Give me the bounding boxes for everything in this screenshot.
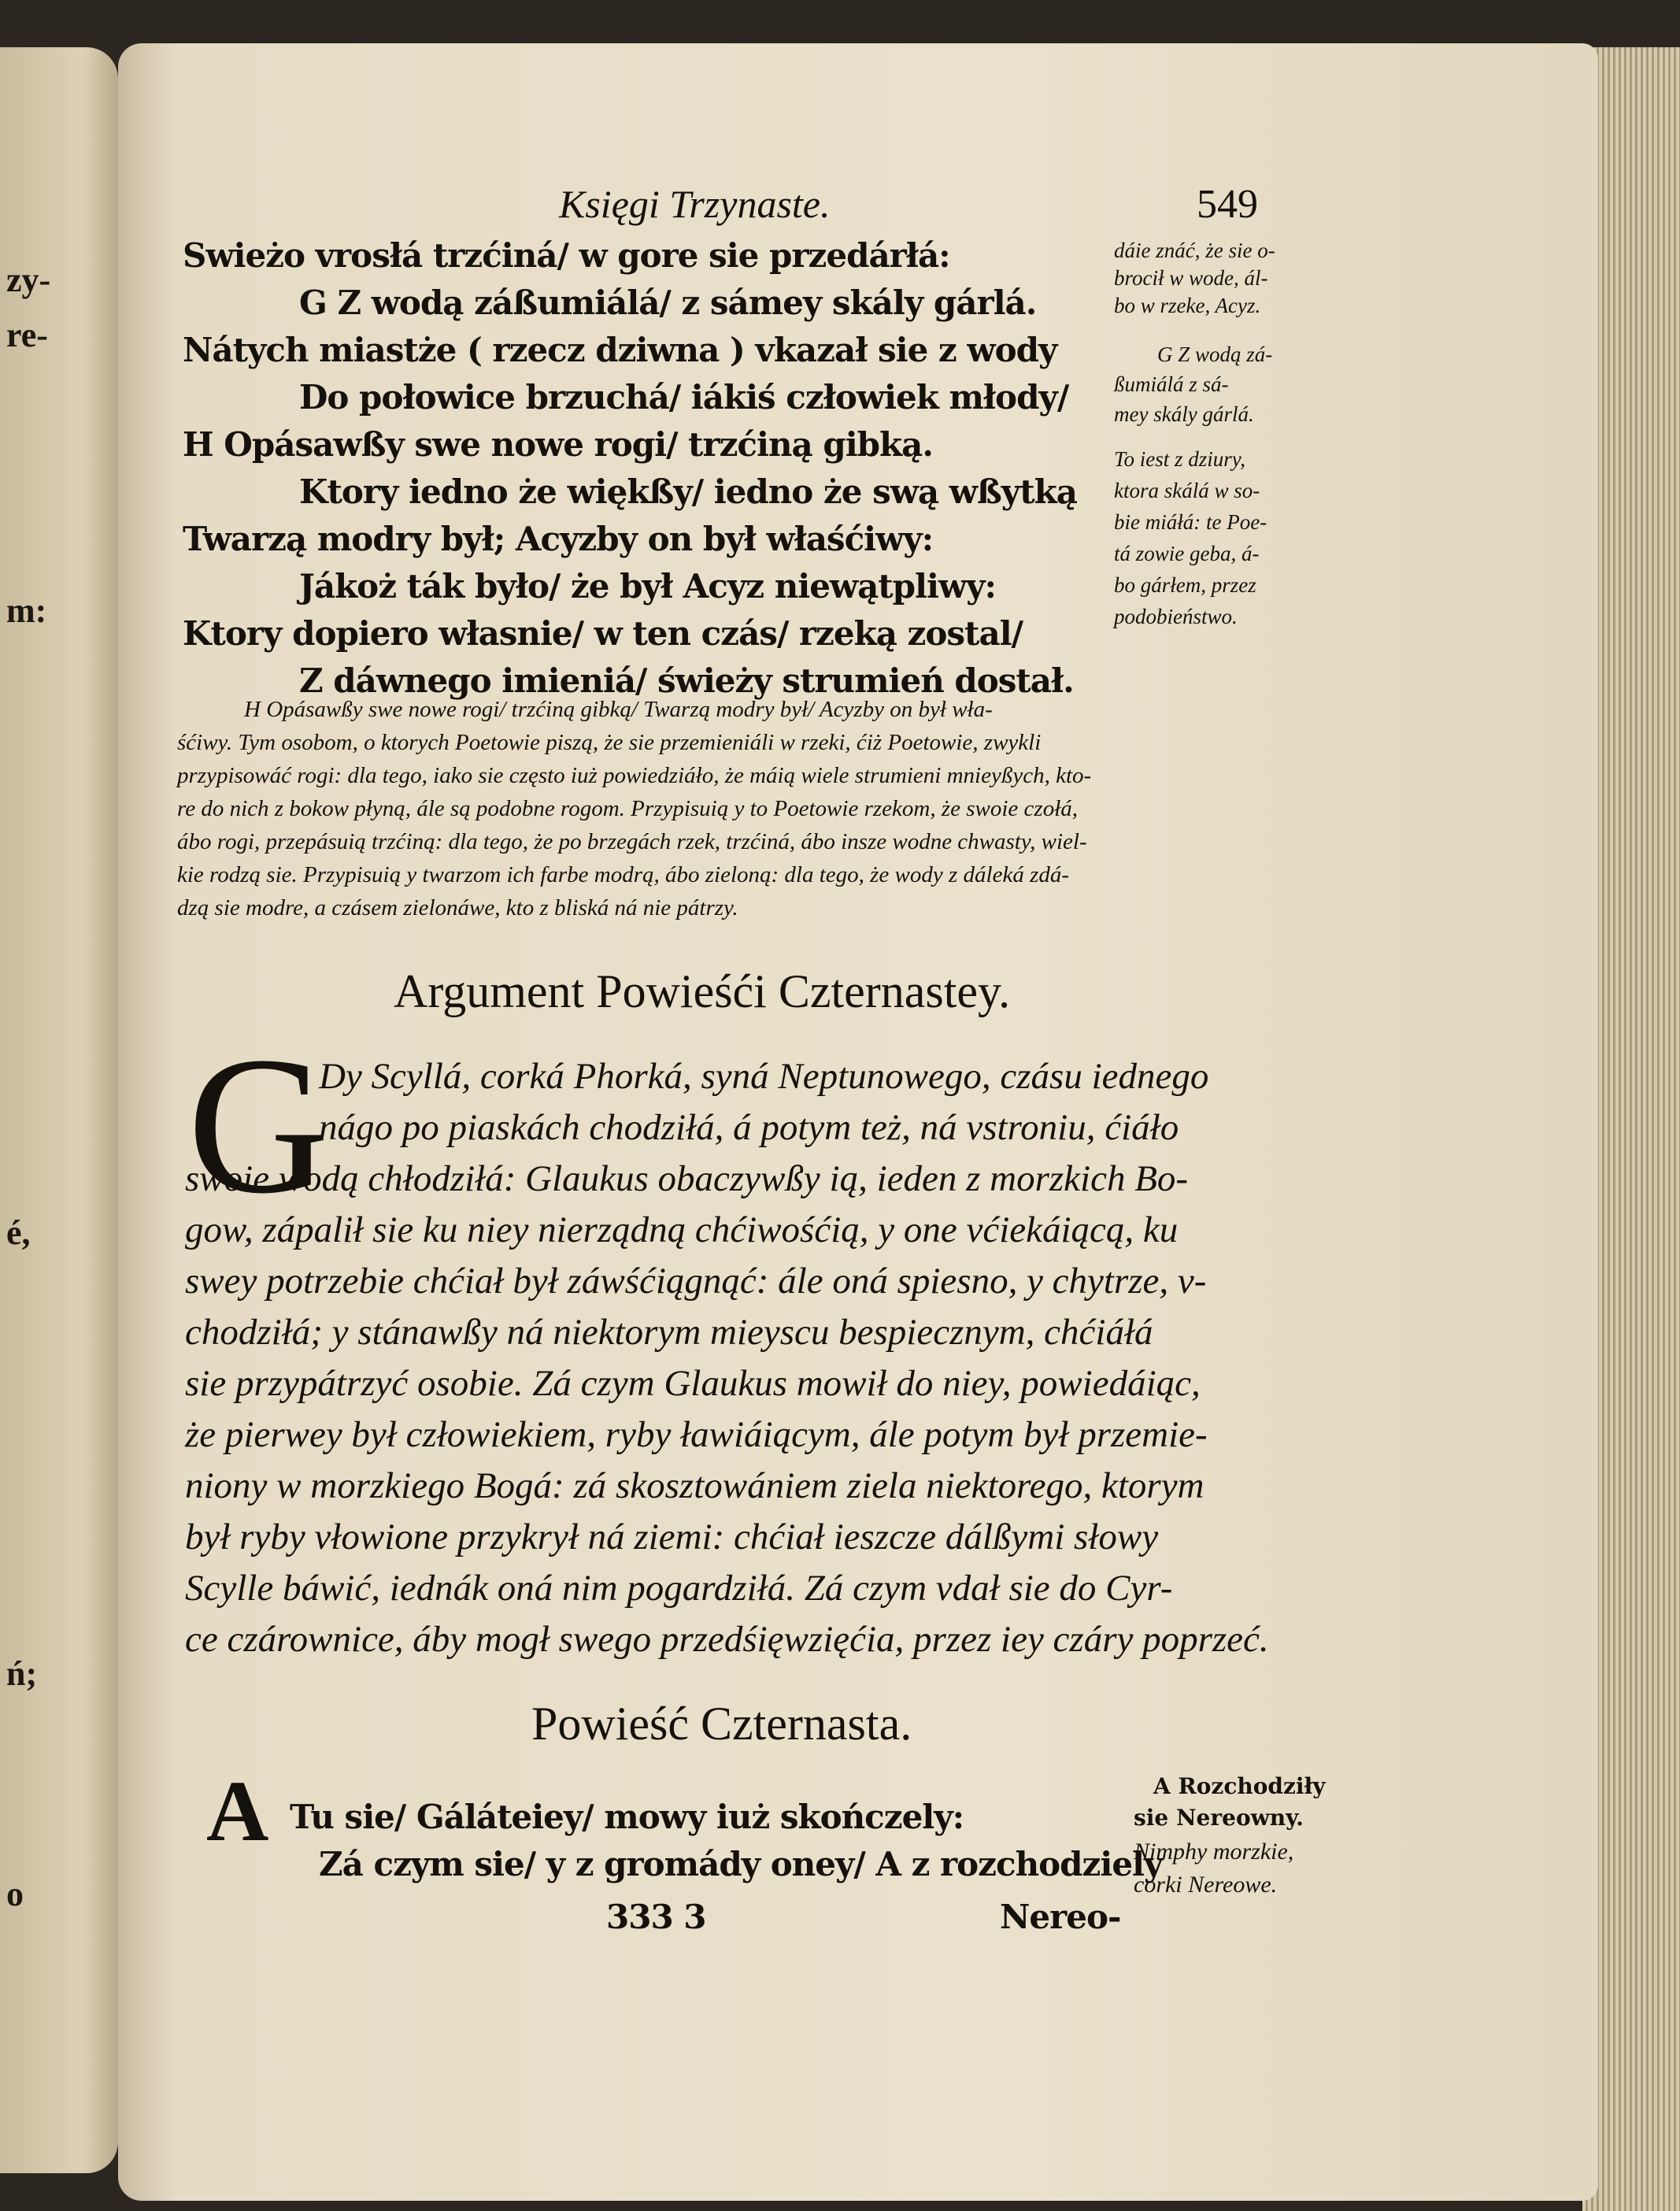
marginal-note: To iest z dziury, — [1114, 447, 1246, 471]
verse-line: H Opásawßy swe nowe rogi/ trzćiną gibką. — [183, 425, 933, 464]
marginal-note: ßumiálá z sá- — [1114, 372, 1229, 396]
marginal-note: bo w rzeke, Acyz. — [1114, 294, 1261, 317]
signature-mark: 333 3 — [606, 1898, 706, 1936]
marginal-note: bo gárłem, przez — [1114, 573, 1256, 597]
tale-heading: Powieść Czternasta. — [531, 1698, 912, 1750]
marginal-note: podobieństwo. — [1114, 605, 1238, 628]
argument-line: był ryby vłowione przykrył ná ziemi: chćiał ieszcze dálßymi słowy — [185, 1517, 1159, 1557]
marginal-note: corki Nereowe. — [1134, 1872, 1278, 1898]
commentary-line: H Opásawßy swe nowe rogi/ trzćiną gibką/ Twarzą modry był/ Acyzby on był wła- — [244, 697, 993, 722]
argument-line: chodziłá; y stánawßy ná niektorym mieyscu bespiecznym, chćiáłá — [185, 1312, 1153, 1353]
argument-line: sie przypátrzyć osobie. Zá czym Glaukus mowił do niey, powiedáiąc, — [185, 1363, 1201, 1404]
argument-line: ce czárownice, áby mogł swego przedśięwzięćia, przez iey czáry poprzeć. — [185, 1619, 1269, 1660]
verse-line: Zá czym sie/ y z gromády oney/ A z rozchodziely — [319, 1845, 1163, 1883]
argument-line: gow, zápalił sie ku niey nierządną chćiwośćią, y one vćiekáiącą, ku — [185, 1209, 1179, 1250]
commentary-line: dzą sie modre, a czásem zielonáwe, kto z bliská ná nie pátrzy. — [177, 895, 738, 920]
facing-left-page — [0, 47, 118, 2173]
verse-line: Z dáwnego imieniá/ świeży strumień dostał. — [299, 661, 1074, 700]
verse-line: Swieżo vrosłá trzćiná/ w gore sie przedárłá: — [183, 236, 950, 275]
marginal-note: mey skály gárlá. — [1114, 402, 1254, 426]
left-page-fragment: o — [6, 1875, 24, 1913]
commentary-line: kie rodzą sie. Przypisuią y twarzom ich farbe modrą, ábo zieloną: dla tego, że wody z dáleká zdá- — [177, 862, 1070, 887]
left-page-fragment: zy- — [6, 261, 51, 299]
verse-line: Ktory dopiero własnie/ w ten czás/ rzeką zostal/ — [183, 614, 1023, 653]
commentary-line: ábo rogi, przepásuią trzćiną: dla tego, że po brzegách rzek, trzćiná, ábo insze wodne chwasty, wiel- — [177, 829, 1087, 854]
verse-line: G Z wodą záßumiálá/ z sámey skály gárlá. — [299, 283, 1037, 322]
argument-line: swoie wodą chłodziłá: Glaukus obaczywßy ią, ieden z morzkich Bo- — [185, 1158, 1189, 1199]
argument-line: niony w morzkiego Bogá: zá skosztowániem ziela niektorego, ktorym — [185, 1465, 1204, 1506]
marginal-note: brocił w wode, ál- — [1114, 266, 1268, 290]
marginal-note: dáie znáć, że sie o- — [1114, 239, 1275, 262]
left-page-fragment: ń; — [6, 1654, 38, 1693]
verse-line: Jákoż ták było/ że był Acyz niewątpliwy: — [299, 567, 997, 606]
verse-line: Do połowice brzuchá/ iákiś człowiek młody/ — [299, 378, 1069, 417]
book-page — [118, 43, 1598, 2201]
marginal-note: tá zowie geba, á- — [1114, 542, 1260, 565]
drop-cap-g: G — [187, 1017, 330, 1235]
left-page-fragment: re- — [6, 316, 48, 354]
catchword: Nereo- — [1000, 1898, 1121, 1936]
verse-line: Tu sie/ Gáláteiey/ mowy iuż skończely: — [290, 1798, 964, 1836]
running-header: Księgi Trzynaste. — [559, 182, 831, 226]
verse-line: Twarzą modry był; Acyzby on był właśćiwy: — [183, 520, 934, 558]
verse-line: Ktory iedno że więkßy/ iedno że swą wßytką — [299, 472, 1077, 511]
marginal-note: A Rozchodziły — [1153, 1773, 1326, 1799]
commentary-line: przypisowáć rogi: dla tego, iako sie często iuż powiedziáło, że máią wiele strumieni mnieyßych, kto- — [177, 763, 1092, 788]
argument-line: że pierwey był człowiekiem, ryby ławiáiącym, ále potym był przemie- — [185, 1414, 1208, 1455]
argument-line: Scylle báwić, iednák oná nim pogardziłá. Zá czym vdał sie do Cyr- — [185, 1568, 1173, 1609]
marginal-note: ktora skálá w so- — [1114, 479, 1260, 502]
folio-number: 549 — [1197, 182, 1258, 227]
left-page-fragment: m: — [6, 591, 47, 630]
argument-line: swey potrzebie chćiał był záwśćiągnąć: ále oná spiesno, y chytrze, v- — [185, 1261, 1207, 1302]
verse-line: Nátych miastże ( rzecz dziwna ) vkazał sie z wody — [183, 331, 1057, 369]
argument-line: nágo po piaskách chodziłá, á potym też, ná vstroniu, ćiáło — [319, 1107, 1179, 1148]
commentary-line: re do nich z bokow płyną, ále są podobne rogom. Przypisuią y to Poetowie rzekom, że swoie czołá, — [177, 796, 1079, 821]
argument-line: Dy Scyllá, corká Phorká, syná Neptunowego, czásu iednego — [319, 1056, 1209, 1097]
argument-heading: Argument Powieśći Czternastey. — [394, 965, 1011, 1017]
marginal-note: sie Nereowny. — [1134, 1805, 1304, 1831]
marginal-note: bie miáłá: te Poe- — [1114, 510, 1267, 534]
drop-cap-a: A — [206, 1763, 269, 1859]
marginal-note: Nimphy morzkie, — [1134, 1839, 1294, 1865]
commentary-line: śćiwy. Tym osobom, o ktorych Poetowie piszą, że sie przemieniáli w rzeki, ćiż Poetowie, zwykli — [177, 730, 1042, 755]
marginal-note: G Z wodą zá- — [1157, 343, 1273, 366]
left-page-fragment: é, — [6, 1213, 31, 1252]
